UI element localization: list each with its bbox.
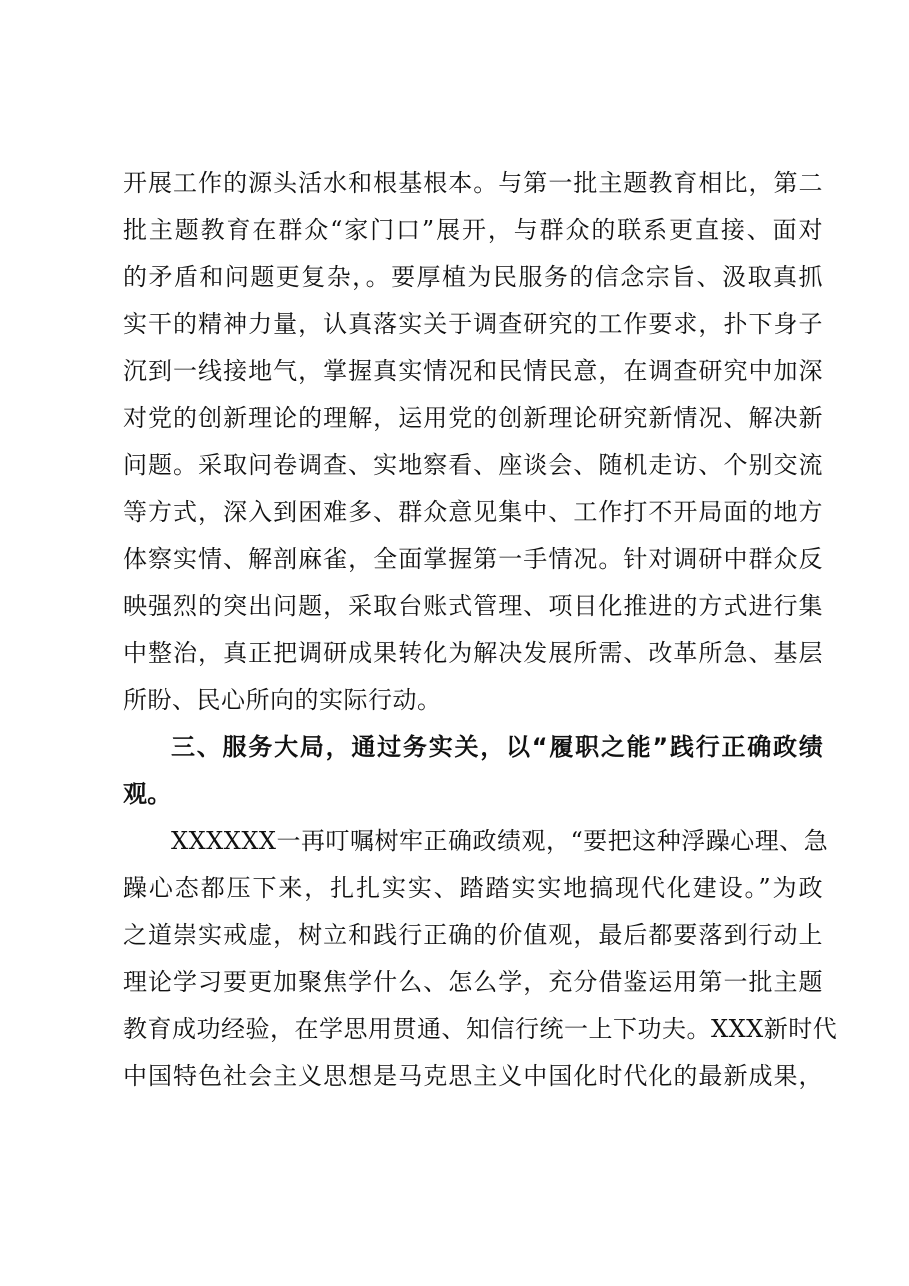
text-line: 实干的精神力量，认真落实关于调查研究的工作要求，扑下身子 — [123, 310, 823, 338]
text-line: 躁心态都压下来，扎扎实实、踏踏实实地搞现代化建设。”为政 — [123, 874, 823, 902]
text-line: 等方式，深入到困难多、群众意见集中、工作打不开局面的地方 — [123, 498, 823, 526]
text-line: 映强烈的突出问题，采取台账式管理、项目化推进的方式进行集 — [123, 592, 823, 620]
text-line: 体察实情、解剖麻雀，全面掌握第一手情况。针对调研中群众反 — [123, 545, 823, 573]
text-line: 理论学习要更加聚焦学什么、怎么学，充分借鉴运用第一批主题 — [123, 968, 823, 996]
paragraph-1 — [123, 160, 823, 724]
document-body — [123, 160, 838, 1100]
text-line: 教育成功经验，在学思用贯通、知信行统一上下功夫。XXX新时代 — [123, 1015, 838, 1043]
section-heading — [123, 724, 823, 818]
text-line: 问题。采取问卷调查、实地察看、座谈会、随机走访、个别交流 — [123, 451, 823, 479]
text-line: 中国特色社会主义思想是马克思主义中国化时代化的最新成果， — [123, 1062, 823, 1090]
paragraph-2 — [123, 818, 838, 1100]
text-line: 批主题教育在群众“家门口”展开，与群众的联系更直接、面对 — [123, 216, 823, 244]
heading-line: 三、服务大局，通过务实关，以“履职之能”践行正确政绩 — [171, 733, 823, 761]
text-line: 中整治，真正把调研成果转化为解决发展所需、改革所急、基层 — [123, 639, 823, 667]
text-line: 的矛盾和问题更复杂，。要厚植为民服务的信念宗旨、汲取真抓 — [123, 263, 823, 291]
text-line: XXXXXX一再叮嘱树牢正确政绩观，“要把这种浮躁心理、急 — [171, 827, 829, 855]
heading-line: 观。 — [123, 780, 172, 808]
text-line: 之道崇实戒虚，树立和践行正确的价值观，最后都要落到行动上 — [123, 921, 823, 949]
text-line: 沉到一线接地气，掌握真实情况和民情民意，在调查研究中加深 — [123, 357, 823, 385]
text-line: 所盼、民心所向的实际行动。 — [123, 686, 442, 714]
text-line: 对党的创新理论的理解，运用党的创新理论研究新情况、解决新 — [123, 404, 823, 432]
text-line: 开展工作的源头活水和根基根本。与第一批主题教育相比，第二 — [123, 169, 823, 197]
